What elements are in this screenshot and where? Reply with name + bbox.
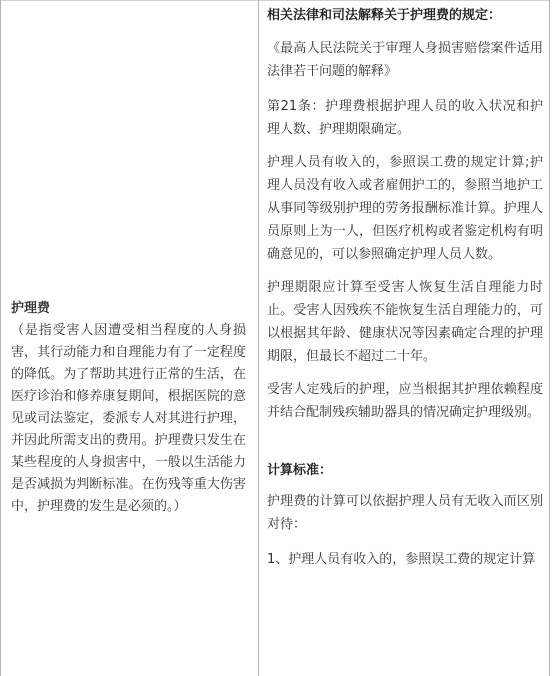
term-description: （是指受害人因遭受相当程度的人身损害，其行动能力和自理能力有了一定程度的降低。为了帮助其进行正常的生活，在医疗诊治和修养康复期间，根据医院的意见或司法鉴定，委派专人对其进行护理，并因此所需支出的费用。护理费只发生在某些程度的人身损害中，一般以生活能力是否减损为判断标准。在伤残等重大伤害中，护理费的发生是必须的。） [11,323,246,514]
paragraph-2: 护理期限应计算至受害人恢复生活自理能力时止。受害人因残疾不能恢复生活自理能力的，可以根据其年龄、健康状况等因素确定合理的护理期限，但最长不超过二十年。 [267,280,543,364]
term-label: 护理费 [11,301,51,316]
calc-item-1: 1、护理人员有收入的，参照误工费的规定计算 [267,552,536,567]
article-text: 第21条：护理费根据护理人员的收入状况和护理人数、护理期限确定。 [267,99,543,137]
section-heading: 相关法律和司法解释关于护理费的规定： [267,8,502,23]
calc-description: 护理费的计算可以依据护理人员有无收入而区别对待： [267,494,543,532]
calc-heading: 计算标准： [267,463,333,478]
paragraph-3: 受害人定残后的护理，应当根据其护理依赖程度并结合配制残疾辅助器具的情况确定护理级别。 [267,382,543,420]
right-cell [267,4,543,571]
paragraph-1: 护理人员有收入的，参照误工费的规定计算;护理人员没有收入或者雇佣护工的，参照当地护工从事同等级别护理的劳务报酬标准计算。护理人员原则上为一人，但医疗机构或者鉴定机构有明确意见的，可以参照确定护理人员人数。 [267,155,543,262]
column-divider [258,0,259,676]
left-cell [11,298,246,518]
law-title: 《最高人民法院关于审理人身损害赔偿案件适用法律若干问题的解释》 [267,41,543,79]
table-top-border [1,0,549,1]
